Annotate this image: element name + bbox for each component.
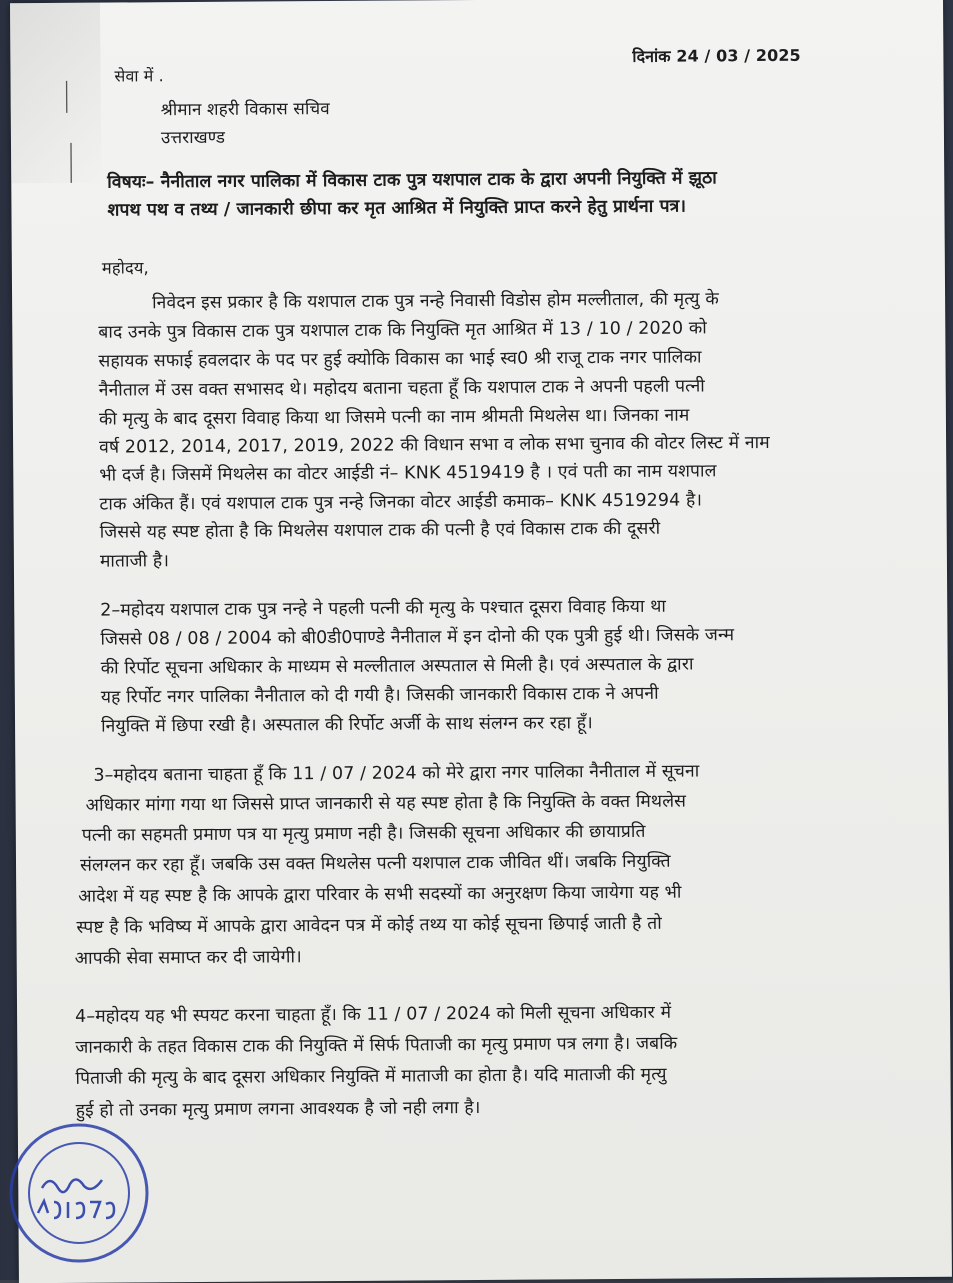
para1-line: वर्ष 2012, 2014, 2017, 2019, 2022 की विधान सभा व लोक सभा चुनाव की वोटर लिस्ट में नाम	[99, 435, 770, 457]
para4-line: 4–महोदय यह भी स्पयट करना चाहता हूँ। कि 11 / 07 / 2024 को मिली सूचना अधिकार में	[75, 1005, 671, 1027]
salutation: महोदय,	[102, 260, 149, 277]
para1-line: नैनीताल में उस वक्त सभासद थे। महोदय बताना चहता हूँ कि यशपाल टाक ने अपनी पहली पत्नी	[99, 378, 705, 400]
para1-line: की मृत्यु के बाद दूसरा विवाह किया था जिसमे पत्नी का नाम श्रीमती मिथलेस था। जिनका नाम	[99, 408, 690, 430]
subject-line-1: विषयः– नैनीताल नगर पालिका में विकास टाक पुत्र यशपाल टाक के द्वारा अपनी नियुक्ति में झूठा	[107, 170, 717, 192]
para1-line: सहायक सफाई हवलदार के पद पर हुई क्योकि विकास का भाई स्व0 श्री राजू टाक नगर पालिका	[98, 349, 701, 371]
para4-line: जानकारी के तहत विकास टाक की नियुक्ति में सिर्फ पिताजी का मृत्यु प्रमाण पत्र लगा है। जबकि	[75, 1036, 677, 1058]
to-label: सेवा में .	[114, 68, 163, 84]
letter-page	[10, 0, 952, 1283]
para2-line: यह रिर्पोट नगर पालिका नैनीताल को दी गयी है। जिसकी जानकारी विकास टाक ने अपनी	[101, 686, 659, 707]
para1-line: माताजी है।	[100, 553, 169, 571]
margin-pen-marks	[60, 73, 81, 193]
para2-line: जिससे 08 / 08 / 2004 को बी0डी0पाण्डे नैनीताल में इन दोनो की एक पुत्री हुई थी। जिसके जन्म	[100, 627, 734, 649]
para3-line: 3–महोदय बताना चाहता हूँ कि 11 / 07 / 2024 को मेरे द्वारा नगर पालिका नैनीताल में सूचना	[93, 763, 699, 785]
para3-line: आपकी सेवा समाप्त कर दी जायेगी।	[75, 949, 302, 968]
para2-line: नियुक्ति में छिपा रखी है। अस्पताल की रिर्पोट अर्जी के साथ संलग्न कर रहा हूँ।	[101, 715, 593, 736]
recipient-title: श्रीमान शहरी विकास सचिव	[161, 101, 330, 119]
stamp-handwritten-date: 24/03/25	[46, 1229, 51, 1231]
para1-line: भी दर्ज है। जिसमें मिथलेस का वोटर आईडी नं– KNK 4519419 है । एवं पती का नाम यशपाल	[99, 463, 716, 485]
para3-line: पत्नी का सहमती प्रमाण पत्र या मृत्यु प्रमाण नही है। जिसकी सूचना अधिकार की छायाप्रति	[82, 824, 646, 845]
para4-line: हुई हो तो उनका मृत्यु प्रमाण लगना आवश्यक है जो नही लगा है।	[76, 1100, 481, 1120]
subject-line-2: शपथ पथ व तथ्य / जानकारी छीपा कर मृत आश्रित में नियुक्ति प्राप्त करने हेतु प्रार्थना पत्र।	[107, 199, 686, 221]
para4-line: पिताजी की मृत्यु के बाद दूसरा अधिकार नियुक्ति में माताजी का होता है। यदि माताजी की मृत्यु	[75, 1067, 666, 1089]
para3-line: आदेश में यह स्पष्ट है कि आपके द्वारा परिवार के सभी सदस्यों का अनुरक्षण किया जायेगा यह भी	[78, 885, 681, 907]
letter-date: दिनांक 24 / 03 / 2025	[632, 48, 800, 65]
recipient-state: उत्तराखण्ड	[161, 130, 225, 147]
para1-line: निवेदन इस प्रकार है कि यशपाल टाक पुत्र नन्हे निवासी विडोस होम मल्लीताल, की मृत्यु के	[152, 291, 719, 312]
para3-line: स्पष्ट है कि भविष्य में आपके द्वारा आवेदन पत्र में कोई तथ्य या कोई सूचना छिपाई जाती है तो	[76, 916, 661, 938]
received-stamp	[0, 1118, 164, 1268]
para3-line: अधिकार मांगा गया था जिससे प्राप्त जानकारी से यह स्पष्ट होता है कि नियुक्ति के वक्त मिथलेस	[86, 794, 687, 816]
para2-line: की रिर्पोट सूचना अधिकार के माध्यम से मल्लीताल अस्पताल से मिली है। एवं अस्पताल के द्वारा	[101, 657, 694, 679]
para2-line: 2–महोदय यशपाल टाक पुत्र नन्हे ने पहली पत्नी की मृत्यु के पश्चात दूसरा विवाह किया था	[100, 599, 666, 620]
para1-line: बाद उनके पुत्र विकास टाक पुत्र यशपाल टाक कि नियुक्ति मृत आश्रित में 13 / 10 / 2020 को	[98, 320, 707, 342]
para3-line: संलग्लन कर रहा हूँ। जबकि उस वक्त मिथलेस पत्नी यशपाल टाक जीवित थीं। जबकि नियुक्ति	[80, 854, 671, 876]
para1-line: टाक अंकित हैं। एवं यशपाल टाक पुत्र नन्हे जिनका वोटर आईडी कमाक– KNK 4519294 है।	[99, 492, 702, 514]
para1-line: जिससे यह स्पष्ट होता है कि मिथलेस यशपाल टाक की पत्नी है एवं विकास टाक की दूसरी	[100, 521, 661, 542]
